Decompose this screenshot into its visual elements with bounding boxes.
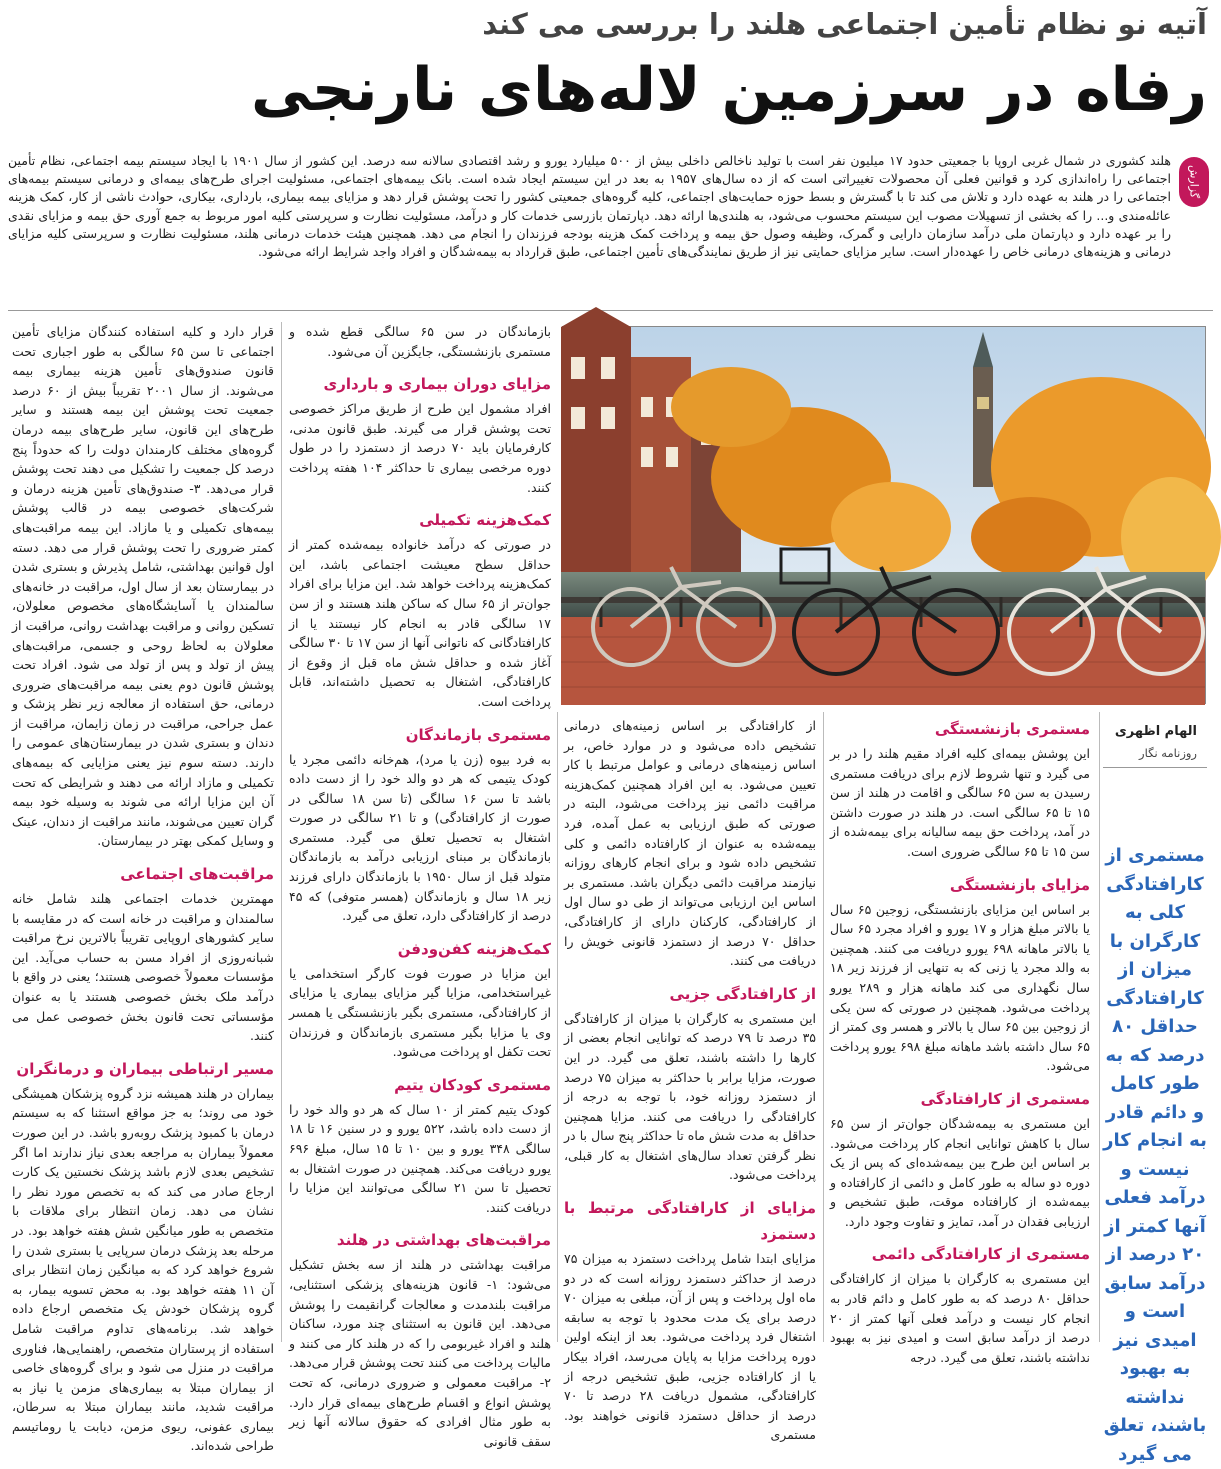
body-paragraph: مراقبت بهداشتی در هلند از سه بخش تشکیل می‌شود: ۱- قانون هزینه‌های پزشکی استثنایی، مراقبت بلندمدت و معالجات گرانقیمت را پوشش می‌دهد. این قانون به استثنای چند مورد، ساکنان هلند و افراد غیربومی را که در هلند کار می کنند و مالیات پرداخت می کنند تحت پوشش قرار می‌دهد. ۲- مراقبت معمولی و ضروری درمانی، که تحت پوشش انواع و اقسام طرح‌های بیمه‌ای قرار دارد. به طور مثال افرادی که حقوق سالانه آنها زیر سقف قانونی: [289, 1257, 551, 1449]
column-rule: [281, 322, 282, 1342]
body-paragraph: مزایای ابتدا شامل پرداخت دستمزد به میزان ۷۵ درصد از حداکثر دستمزد روزانه است که در دو ماه اول پرداخت و پس از آن، مبلغی به میزان ۷۰ درصد برای یک مدت محدود با توجه به سابقه اشتغال فرد پرداخت می‌شود. بعد از اینکه اولین دوره پرداخت مزایا به پایان می‌رسد، افراد بیکار یا از کارافتاده جزیی، طبق تشخیص درجه از کارافتادگی، مشمول دریافت ۲۸ درصد تا ۷۰ درصد از حداقل دستمزد قانونی خواهند بود. مستمری: [564, 1251, 816, 1443]
pull-quote: مستمری از کارافتادگی کلی به کارگران با میزان از کارافتادگی حداقل ۸۰ درصد که به طور کامل و دائم قادر به انجام کار نیست و درآمد فعلی آنها کمتر از ۲۰ درصد از درآمد سابق است و امیدی نیز به بهبود نداشته باشند، تعلق می گیرد: [1103, 845, 1207, 1465]
canal-photo: [562, 326, 1206, 704]
section-heading: مزایای از کارافتادگی مرتبط با دستمزد: [564, 1199, 816, 1244]
body-paragraph: افراد مشمول این طرح از طریق مراکز خصوصی تحت پوشش قرار می گیرند. طبق قانون مدنی، کارفرمایان باید ۷۰ درصد از دستمزد را در طول دوره مرخصی بیماری تا حداکثر ۱۰۴ هفته پرداخت کنند.: [289, 401, 552, 495]
author-role: روزنامه نگار: [1139, 746, 1197, 760]
body-paragraph: مهمترین خدمات اجتماعی هلند شامل خانه سالمندان و مراقبت در خانه است که در مقایسه با سایر کشورهای اروپایی تقریباً بالاترین نرخ مراقبت شبانه‌روزی از افراد مسن به حساب می‌آید. این مؤسسات معمولاً خصوصی هستند؛ یعنی در واقع با درآمد ملک بخش خصوصی هستند یا به عنوان مؤسساتی تحت قانون بخش خصوصی عمل می کنند.: [12, 891, 274, 1044]
lead-paragraph: هلند کشوری در شمال غربی اروپا با جمعیتی حدود ۱۷ میلیون نفر است با تولید ناخالص داخلی بیش از ۵۰۰ میلیارد یورو و رشد اقتصادی سالانه سه درصد. این کشور از سال ۱۹۰۱ با ایجاد سیستم بیمه اجتماعی، نظام تأمین اجتماعی را راه‌اندازی کرد و قوانین فعلی آن محصولات تغییراتی است که از ده سال‌های ۱۹۵۷ به بعد در این سیستم ایجاد شده است. بانک بیمه‌های اجتماعی، مسئولیت اجرای طرح‌های بیمه‌ای و درمانی سیستم بیمه‌های اجتماعی را در هلند به عهده دارد و تلاش می کند تا با گسترش و بسط حوزه حمایت‌های اجتماعی، کلیه گروه‌های جمعیتی کشور را تحت پوشش قرار دهد و مزایای بیمه بیماری، بارداری، بیکاری، حوادث ناشی از کار، کمک هزینه عائله‌مندی و... را که بخشی از تسهیلات مصوب این سیستم محسوب می‌شود، به هلندی‌ها ارائه دهد. دپارتمان بازرسی خدمات کار و درآمد، مسئولیت نظارت و سرپرستی کلیه امور مربوط به جمع آوری حق بیمه و مزایای نقدی را بر عهده دارد و دپارتمان ملی درآمد سازمان دارایی و گمرک، وظیفه وصول حق بیمه و پرداخت کمک هزینه بودجه فرزندان را انجام می دهد. همچنین هیئت خدمات درمانی هلند، مسئولیت نظارت و سرپرستی کلیه مزایای درمانی و هزینه‌های درمانی خاص را عهده‌دار است. سایر مزایای حمایتی نیز از طریق نمایندگی‌های تأمین اجتماعی، طبق قرارداد به بیمه‌شدگان و افراد واجد شرایط ارائه می‌شود.: [8, 153, 1172, 260]
column-1: [12, 322, 274, 1454]
section-heading: کمک‌هزینه کفن‌ودفن: [397, 939, 551, 958]
section-heading: مستمری کودکان یتیم: [394, 1075, 551, 1094]
section-heading: مستمری از کارافتادگی دائمی: [871, 1245, 1090, 1264]
body-paragraph: این مستمری به کارگران با میزان از کارافتادگی حداقل ۸۰ درصد که به طور کامل و دائم قادر به انجام کار نیست و درآمد فعلی آنها کمتر از ۲۰ درصد از درآمد سابق است و امیدی نیز به بهبود نداشته باشند، تعلق می گیرد. درجه: [830, 1271, 1090, 1365]
body-paragraph: این مزایا در صورت فوت کارگر استخدامی یا غیراستخدامی، مزایا گیر مزایای بیماری یا مزایای از کارافتادگی، مستمری بگیر بازنشستگی یا همسر وی یا مزایا بگیر مستمری بازماندگان و فرزندان تحت تکفل او پرداخت می‌شود.: [289, 965, 551, 1060]
section-heading: کمک‌هزینه تکمیلی: [419, 511, 551, 530]
column-rule: [1099, 712, 1100, 1342]
report-badge: گزارش: [1179, 157, 1209, 207]
section-heading: مستمری از کارافتادگی: [920, 1089, 1090, 1108]
body-paragraph: از کارافتادگی بر اساس زمینه‌های درمانی تشخیص داده می‌شود و در موارد خاص، بر اساس زمینه‌های درمانی و عوامل مرتبط با کار تعیین می‌شود. به این افراد همچنین کمک‌هزینه مراقبت دائمی نیز پرداخت می‌شود، البته در صورتی که طبق ارزیابی به عمل آمده، فرد بیمه‌شده به عنوان از کارافتاده دائمی و کلی تشخیص داده شود و برای انجام کارهای روزانه نیازمند مراقبت دائمی دیگران باشد. مستمری بر اساس این ارزیابی می‌تواند از طی دو سال اول از کارافتادگی، کارکنان دارای از کارافتادگی، حداقل ۷۰ درصد از دستمزد قانونی خویش را دریافت می کنند.: [564, 718, 816, 969]
body-paragraph: این مستمری به بیمه‌شدگان جوان‌تر از سن ۶۵ سال با کاهش توانایی انجام کار پرداخت می‌شود. بر اساس این طرح بین بیمه‌شده‌ای که پس از یک دوره دو ساله به طور کامل و دائمی از کارافتاده و بیمه‌شده از کارافتاده موقت، طبق تشخیص و ارزیابی فقدان در آمد، تمایز و تفاوت وجود دارد.: [830, 1115, 1090, 1229]
section-heading: مستمری بازنشستگی: [934, 720, 1090, 738]
column-4: [830, 716, 1091, 1365]
section-heading: مراقبت‌های اجتماعی: [120, 865, 274, 884]
section-heading: مزایای دوران بیماری و بارداری: [323, 375, 551, 394]
body-paragraph: به فرد بیوه (زن یا مرد)، هم‌خانه دائمی مجرد یا کودک یتیمی که هر دو والد خود را از دست داده باشد تا سن ۱۶ سالگی (تا سن ۱۸ سالگی در صورت از کارافتادگی) و تا ۲۱ سالگی در صورت اشتغال به تحصیل تعلق می گیرد. مستمری بازماندگان بر مبنای ارزیابی درآمد به بازماندگان متولد قبل از سال ۱۹۵۰ با بازماندگان دارای فرزند زیر ۱۸ سال و بازماندگان (همسر متوفی) که ۴۵ درصد از کارافتادگی دارد، تعلق می گیرد.: [289, 751, 551, 924]
section-heading: مستمری بازماندگان: [405, 725, 551, 744]
body-paragraph: بر اساس این مزایای بازنشستگی، زوجین ۶۵ سال یا بالاتر مبلغ هزار و ۱۷ یورو و افراد مجرد ۶۵ سال یا بالاتر ماهانه ۶۹۸ یورو دریافت می کنند. همچنین به والد مجرد یا زنی که به تنهایی از فرزند زیر ۱۸ سال نگهداری می کند ماهانه هزار و ۲۸۹ یورو پرداخت می‌شود. همچنین در صورتی که سن یکی از زوجین بین ۶۵ سال یا بالاتر و همسر وی کمتر از ۶۵ سال داشته باشد ماهانه مبلغ ۶۹۸ یورو پرداخت می‌شود.: [830, 901, 1091, 1074]
kicker: آتیه نو نظام تأمین اجتماعی هلند را بررسی می کند: [482, 7, 1207, 41]
body-paragraph: در صورتی که درآمد خانواده بیمه‌شده کمتر از حداقل سطح معیشت اجتماعی باشد، این کمک‌هزینه پرداخت خواهد شد. این مزایا برای افراد جوان‌تر از ۶۵ سال که ساکن هلند هستند و از سن ۱۷ سالگی قادر به انجام کار نیستند یا از کارافتادگانی که ناتوانی آنها از سن ۱۷ تا ۳۰ سالگی آغاز شده و حداقل شش ماه قبل از وقوع از کارافتادگی، اشتغال به تحصیل داشته‌اند، قابل پرداخت است.: [289, 537, 551, 709]
body-paragraph: این پوشش بیمه‌ای کلیه افراد مقیم هلند را در بر می گیرد و تنها شروط لازم برای دریافت مستمری رسیدن به سن ۶۵ سالگی و اقامت در هلند از سن ۱۵ تا ۶۵ سالگی است. در هلند در صورت داشتن در آمد، پرداخت حق بیمه سالیانه برای بیمه‌شده از سن ۱۵ تا ۶۵ سالگی ضروری است.: [830, 746, 1091, 859]
section-heading: مزایای بازنشستگی: [949, 875, 1090, 894]
body-paragraph: بازماندگان در سن ۶۵ سالگی قطع شده و مستمری بازنشستگی، جایگزین آن می‌شود.: [289, 324, 551, 359]
section-heading: از کارافتادگی جزیی: [669, 984, 816, 1003]
author-divider: [1103, 767, 1207, 768]
body-paragraph: قرار دارد و کلیه استفاده کنندگان مزایای تأمین اجتماعی تا سن ۶۵ سالگی به طور اجباری تحت قانون صندوق‌های تأمین هزینه بیماری بیمه می‌شوند. از سال ۲۰۰۱ تقریباً بیش از ۶۰ درصد جمعیت تحت پوشش این بیمه هستند و سایر طرح‌های این قانون، سایر طرح‌های بیمه درمان گروه‌های مختلف کارمندان دولت را که حدوداً پنج درصد کل جمعیت را تشکیل می دهند تحت پوشش قرار می‌دهد. ۳- صندوق‌های تأمین هزینه درمان و شرکت‌های خصوصی بیمه در قالب پوشش بیمه‌های تکمیلی و یا مازاد. این بیمه مراقبت‌های کمتر ضروری را تحت پوشش قرار می دهد. دسته اول قوانین بهداشتی، شامل پذیرش و بستری شدن در بیمارستان بعد از سال اول، مراقبت در خانه‌های سالمندان یا آسایشگاه‌های مخصوص معلولان، تسکین روانی و مراقبت بهداشت روانی، مراقبت از معلولان به لحاظ روحی و جسمی، مراقبت‌های پیش از تولد و پس از تولد می شود. افراد تحت پوشش قانون دوم یعنی بیمه مراقبت‌های ضروری درمانی، حق استفاده از معالجه زیر نظر پزشک و عمل جراحی، مراقبت در زمان زایمان، مراقبت از دندان و بستری شدن در بیمارستان‌های عمومی را دارند. دسته سوم نیز یعنی مزایایی که بیمه‌های تکمیلی و مازاد ارائه می دهند و شرایطی که تحت آن این مزایا ارائه می شوند به وسیله خود بیمه گران تعیین می‌شوند، مانند مراقبت از دندان، عینک و وسایل کمکی بهتر در بیمارستان.: [12, 324, 274, 849]
column-2: [289, 322, 552, 1449]
section-heading: مراقبت‌های بهداشتی در هلند: [336, 1231, 551, 1250]
headline: رفاه در سرزمین لاله‌های نارنجی: [251, 55, 1207, 125]
body-paragraph: بیماران در هلند همیشه نزد گروه پزشکان همیشگی خود می روند؛ به جز مواقع استثنا که به سیستم درمان با کمبود پزشک روبه‌رو باشد. در این صورت معمولاً بیماران به مراجعه بعدی نیاز ندارند اما اگر تشخیص بعدی لازم باشد پزشک نخستین یک کارت ارجاع صادر می کند که به تخصص مورد نظر را نشان می دهد. زمان انتظار برای ملاقات با متخصص به طور میانگین شش هفته خواهد بود. در مرحله بعد پزشک درمان سرپایی یا بستری شدن را شروع خواهد کرد که به میانگین زمان انتظار برای آن ۱۱ هفته خواهد بود. به محض تسویه بیمار، به گروه پزشکان خودش یک متخصص ارجاع داده خواهد شد. برنامه‌های تداوم مراقبت شامل استفاده از پرستاران متخصص، راهنمایی‌ها، فناوری مراقبت در منزل می شود و برای گروه‌های خاصی از بیماران مبتلا به بیماری‌های مزمن یا نیاز به مراقبت شدید، مانند بیماران مبتلا به سرطان، بیماری عفونی، ریوی مزمن، دیابت یا روماتیسم طراحی شده‌اند.: [12, 1085, 274, 1454]
divider: [8, 310, 1213, 311]
body-paragraph: این مستمری به کارگران با میزان از کارافتادگی ۳۵ درصد تا ۷۹ درصد که توانایی انجام بعضی از کارها را داشته باشند، تعلق می گیرد. در این صورت، مزایا برابر با حداکثر به میزان ۷۵ درصد از دستمزد روزانه خود، با توجه به درجه از کارافتادگی را دریافت می کنند. مزایا همچنین حداقل به مدت شش ماه تا حداکثر پنج سال با در نظر گرفتن تعداد سال‌های اشتغال به کار قبلی، پرداخت می‌شود.: [564, 1010, 816, 1183]
column-rule: [823, 712, 824, 1342]
section-heading: مسیر ارتباطی بیماران و درمانگران: [16, 1059, 274, 1078]
body-paragraph: کودک یتیم کمتر از ۱۰ سال که هر دو والد خود را از دست داده باشد، ۵۲۲ یورو و در سنین ۱۶ تا ۱۸ سالگی ۳۴۸ یورو و بین ۱۰ تا ۱۵ سال، مبلغ ۶۹۶ یورو دریافت می‌کند. همچنین در صورت اشتغال به تحصیل تا سن ۲۱ سالگی می‌توانند این مزایا را دریافت کنند.: [289, 1101, 551, 1215]
column-3: [564, 716, 816, 1443]
column-rule: [557, 712, 558, 1342]
author-name: الهام اظهری: [1114, 724, 1197, 739]
